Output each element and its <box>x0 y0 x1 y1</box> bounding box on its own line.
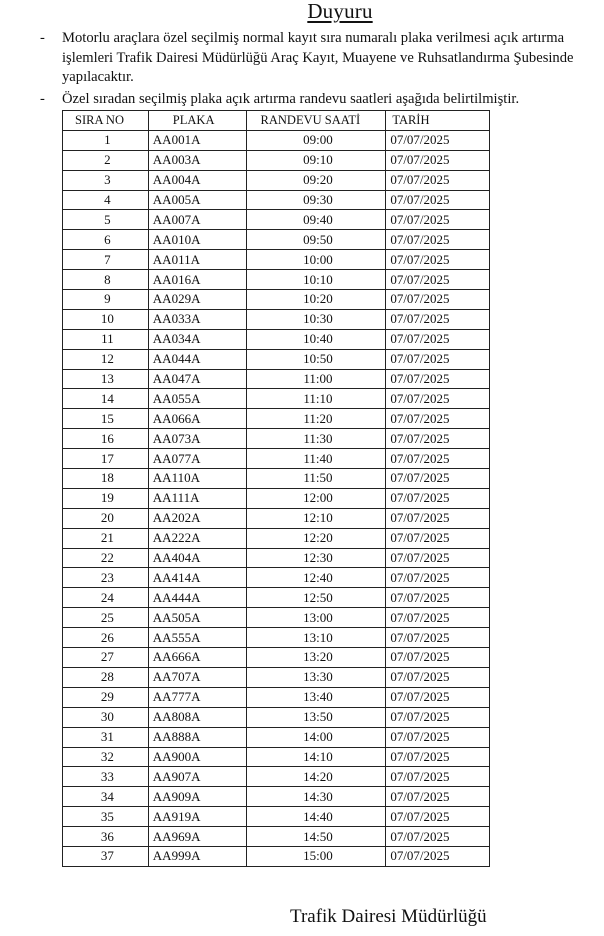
table-row <box>63 329 490 349</box>
cell-randevu-saati: 10:30 <box>246 309 386 329</box>
table-row <box>63 827 490 847</box>
cell-randevu-saati: 11:10 <box>246 389 386 409</box>
bullet-dash: - <box>40 30 45 46</box>
table-row <box>63 190 490 210</box>
column-header-randevu-saati: RANDEVU SAATİ <box>246 111 386 131</box>
table-row <box>63 707 490 727</box>
cell-plaka: AA003A <box>148 150 246 170</box>
table-row <box>63 548 490 568</box>
cell-sira-no: 2 <box>63 150 149 170</box>
cell-sira-no: 23 <box>63 568 149 588</box>
cell-plaka: AA047A <box>148 369 246 389</box>
table-header-row <box>63 111 490 131</box>
cell-tarih: 07/07/2025 <box>386 210 490 230</box>
cell-tarih: 07/07/2025 <box>386 329 490 349</box>
cell-plaka: AA110A <box>148 469 246 489</box>
cell-randevu-saati: 10:50 <box>246 349 386 369</box>
table-row <box>63 846 490 866</box>
cell-sira-no: 31 <box>63 727 149 747</box>
bullet-dash: - <box>40 91 45 107</box>
table-row <box>63 130 490 150</box>
table-row <box>63 429 490 449</box>
cell-plaka: AA066A <box>148 409 246 429</box>
table-row <box>63 488 490 508</box>
cell-sira-no: 16 <box>63 429 149 449</box>
cell-randevu-saati: 12:10 <box>246 508 386 528</box>
cell-tarih: 07/07/2025 <box>386 190 490 210</box>
table-row <box>63 409 490 429</box>
cell-plaka: AA202A <box>148 508 246 528</box>
cell-plaka: AA414A <box>148 568 246 588</box>
cell-tarih: 07/07/2025 <box>386 727 490 747</box>
cell-sira-no: 36 <box>63 827 149 847</box>
table-row <box>63 628 490 648</box>
cell-randevu-saati: 11:50 <box>246 469 386 489</box>
cell-tarih: 07/07/2025 <box>386 767 490 787</box>
cell-randevu-saati: 09:10 <box>246 150 386 170</box>
table-row <box>63 787 490 807</box>
cell-tarih: 07/07/2025 <box>386 250 490 270</box>
cell-sira-no: 20 <box>63 508 149 528</box>
cell-plaka: AA666A <box>148 648 246 668</box>
table-row <box>63 687 490 707</box>
table-row <box>63 727 490 747</box>
table-row <box>63 349 490 369</box>
cell-plaka: AA919A <box>148 807 246 827</box>
issuer-signature: Trafik Dairesi Müdürlüğü <box>290 906 487 927</box>
cell-sira-no: 32 <box>63 747 149 767</box>
notice-item-schedule <box>40 90 580 110</box>
cell-randevu-saati: 13:30 <box>246 667 386 687</box>
table-row <box>63 469 490 489</box>
cell-randevu-saati: 14:20 <box>246 767 386 787</box>
table-row <box>63 230 490 250</box>
table-row <box>63 369 490 389</box>
cell-plaka: AA029A <box>148 290 246 310</box>
cell-plaka: AA909A <box>148 787 246 807</box>
cell-sira-no: 21 <box>63 528 149 548</box>
table-row <box>63 588 490 608</box>
cell-randevu-saati: 12:30 <box>246 548 386 568</box>
cell-randevu-saati: 12:50 <box>246 588 386 608</box>
cell-randevu-saati: 11:40 <box>246 449 386 469</box>
cell-sira-no: 34 <box>63 787 149 807</box>
table-row <box>63 807 490 827</box>
cell-tarih: 07/07/2025 <box>386 588 490 608</box>
cell-randevu-saati: 09:20 <box>246 170 386 190</box>
cell-plaka: AA999A <box>148 846 246 866</box>
cell-tarih: 07/07/2025 <box>386 787 490 807</box>
cell-sira-no: 30 <box>63 707 149 727</box>
cell-tarih: 07/07/2025 <box>386 290 490 310</box>
cell-tarih: 07/07/2025 <box>386 389 490 409</box>
table-row <box>63 568 490 588</box>
table-row <box>63 250 490 270</box>
notice-item-procedure <box>40 29 580 89</box>
appointment-table <box>62 110 490 867</box>
cell-tarih: 07/07/2025 <box>386 429 490 449</box>
column-header-plaka: PLAKA <box>148 111 246 131</box>
cell-plaka: AA907A <box>148 767 246 787</box>
table-row <box>63 309 490 329</box>
cell-randevu-saati: 09:30 <box>246 190 386 210</box>
cell-sira-no: 14 <box>63 389 149 409</box>
table-row <box>63 747 490 767</box>
cell-sira-no: 6 <box>63 230 149 250</box>
cell-sira-no: 8 <box>63 270 149 290</box>
cell-plaka: AA444A <box>148 588 246 608</box>
cell-plaka: AA001A <box>148 130 246 150</box>
cell-tarih: 07/07/2025 <box>386 747 490 767</box>
cell-plaka: AA044A <box>148 349 246 369</box>
cell-randevu-saati: 10:00 <box>246 250 386 270</box>
cell-plaka: AA808A <box>148 707 246 727</box>
cell-sira-no: 13 <box>63 369 149 389</box>
cell-tarih: 07/07/2025 <box>386 846 490 866</box>
cell-tarih: 07/07/2025 <box>386 130 490 150</box>
cell-sira-no: 24 <box>63 588 149 608</box>
cell-sira-no: 3 <box>63 170 149 190</box>
cell-tarih: 07/07/2025 <box>386 648 490 668</box>
cell-tarih: 07/07/2025 <box>386 687 490 707</box>
cell-tarih: 07/07/2025 <box>386 150 490 170</box>
column-header-sira-no: SIRA NO <box>63 111 149 131</box>
cell-tarih: 07/07/2025 <box>386 469 490 489</box>
cell-plaka: AA404A <box>148 548 246 568</box>
table-row <box>63 389 490 409</box>
cell-tarih: 07/07/2025 <box>386 488 490 508</box>
cell-plaka: AA004A <box>148 170 246 190</box>
table-row <box>63 210 490 230</box>
cell-sira-no: 17 <box>63 449 149 469</box>
cell-tarih: 07/07/2025 <box>386 628 490 648</box>
cell-randevu-saati: 10:10 <box>246 270 386 290</box>
cell-sira-no: 9 <box>63 290 149 310</box>
cell-randevu-saati: 11:30 <box>246 429 386 449</box>
cell-sira-no: 26 <box>63 628 149 648</box>
cell-randevu-saati: 11:20 <box>246 409 386 429</box>
cell-sira-no: 4 <box>63 190 149 210</box>
cell-sira-no: 29 <box>63 687 149 707</box>
cell-randevu-saati: 12:00 <box>246 488 386 508</box>
table-row <box>63 290 490 310</box>
cell-tarih: 07/07/2025 <box>386 230 490 250</box>
notice-text: Özel sıradan seçilmiş plaka açık artırma randevu saatleri aşağıda belirtilmiştir. <box>62 91 520 107</box>
cell-plaka: AA016A <box>148 270 246 290</box>
table-row <box>63 170 490 190</box>
cell-sira-no: 1 <box>63 130 149 150</box>
cell-plaka: AA073A <box>148 429 246 449</box>
cell-randevu-saati: 13:10 <box>246 628 386 648</box>
cell-sira-no: 28 <box>63 667 149 687</box>
cell-tarih: 07/07/2025 <box>386 309 490 329</box>
cell-tarih: 07/07/2025 <box>386 548 490 568</box>
table-row <box>63 648 490 668</box>
cell-randevu-saati: 13:50 <box>246 707 386 727</box>
cell-randevu-saati: 13:20 <box>246 648 386 668</box>
cell-plaka: AA011A <box>148 250 246 270</box>
cell-randevu-saati: 15:00 <box>246 846 386 866</box>
cell-plaka: AA222A <box>148 528 246 548</box>
cell-tarih: 07/07/2025 <box>386 827 490 847</box>
cell-sira-no: 19 <box>63 488 149 508</box>
cell-randevu-saati: 14:40 <box>246 807 386 827</box>
cell-tarih: 07/07/2025 <box>386 667 490 687</box>
cell-tarih: 07/07/2025 <box>386 349 490 369</box>
cell-sira-no: 15 <box>63 409 149 429</box>
cell-randevu-saati: 12:20 <box>246 528 386 548</box>
notice-text: Motorlu araçlara özel seçilmiş normal kayıt sıra numaralı plaka verilmesi açık artırma işlemleri Trafik Dairesi Müdürlüğü Araç Kayıt, Muayene ve Ruhsatlandırma Şubesinde yapılacaktır. <box>62 30 574 85</box>
cell-randevu-saati: 14:00 <box>246 727 386 747</box>
cell-randevu-saati: 14:30 <box>246 787 386 807</box>
cell-plaka: AA555A <box>148 628 246 648</box>
cell-tarih: 07/07/2025 <box>386 409 490 429</box>
cell-plaka: AA055A <box>148 389 246 409</box>
cell-randevu-saati: 10:40 <box>246 329 386 349</box>
cell-randevu-saati: 13:40 <box>246 687 386 707</box>
cell-plaka: AA010A <box>148 230 246 250</box>
table-row <box>63 270 490 290</box>
cell-tarih: 07/07/2025 <box>386 170 490 190</box>
cell-sira-no: 5 <box>63 210 149 230</box>
cell-sira-no: 11 <box>63 329 149 349</box>
cell-plaka: AA888A <box>148 727 246 747</box>
table-row <box>63 150 490 170</box>
cell-plaka: AA777A <box>148 687 246 707</box>
cell-randevu-saati: 10:20 <box>246 290 386 310</box>
cell-sira-no: 27 <box>63 648 149 668</box>
table-row <box>63 528 490 548</box>
cell-plaka: AA034A <box>148 329 246 349</box>
column-header-tarih: TARİH <box>386 111 490 131</box>
cell-plaka: AA007A <box>148 210 246 230</box>
cell-plaka: AA111A <box>148 488 246 508</box>
cell-tarih: 07/07/2025 <box>386 608 490 628</box>
table-row <box>63 449 490 469</box>
cell-sira-no: 22 <box>63 548 149 568</box>
cell-randevu-saati: 13:00 <box>246 608 386 628</box>
cell-tarih: 07/07/2025 <box>386 449 490 469</box>
cell-sira-no: 7 <box>63 250 149 270</box>
cell-plaka: AA900A <box>148 747 246 767</box>
cell-randevu-saati: 14:10 <box>246 747 386 767</box>
cell-tarih: 07/07/2025 <box>386 528 490 548</box>
cell-sira-no: 37 <box>63 846 149 866</box>
cell-randevu-saati: 11:00 <box>246 369 386 389</box>
cell-tarih: 07/07/2025 <box>386 369 490 389</box>
table-row <box>63 667 490 687</box>
cell-tarih: 07/07/2025 <box>386 807 490 827</box>
cell-plaka: AA077A <box>148 449 246 469</box>
cell-plaka: AA969A <box>148 827 246 847</box>
cell-sira-no: 12 <box>63 349 149 369</box>
cell-sira-no: 25 <box>63 608 149 628</box>
cell-randevu-saati: 09:00 <box>246 130 386 150</box>
cell-plaka: AA505A <box>148 608 246 628</box>
cell-plaka: AA707A <box>148 667 246 687</box>
cell-randevu-saati: 09:50 <box>246 230 386 250</box>
cell-randevu-saati: 12:40 <box>246 568 386 588</box>
cell-tarih: 07/07/2025 <box>386 707 490 727</box>
table-row <box>63 608 490 628</box>
cell-sira-no: 35 <box>63 807 149 827</box>
cell-randevu-saati: 09:40 <box>246 210 386 230</box>
cell-sira-no: 33 <box>63 767 149 787</box>
cell-tarih: 07/07/2025 <box>386 508 490 528</box>
table-row <box>63 508 490 528</box>
cell-plaka: AA033A <box>148 309 246 329</box>
cell-tarih: 07/07/2025 <box>386 270 490 290</box>
cell-tarih: 07/07/2025 <box>386 568 490 588</box>
cell-randevu-saati: 14:50 <box>246 827 386 847</box>
cell-sira-no: 10 <box>63 309 149 329</box>
page-title: Duyuru <box>307 0 373 23</box>
cell-plaka: AA005A <box>148 190 246 210</box>
table-row <box>63 767 490 787</box>
cell-sira-no: 18 <box>63 469 149 489</box>
